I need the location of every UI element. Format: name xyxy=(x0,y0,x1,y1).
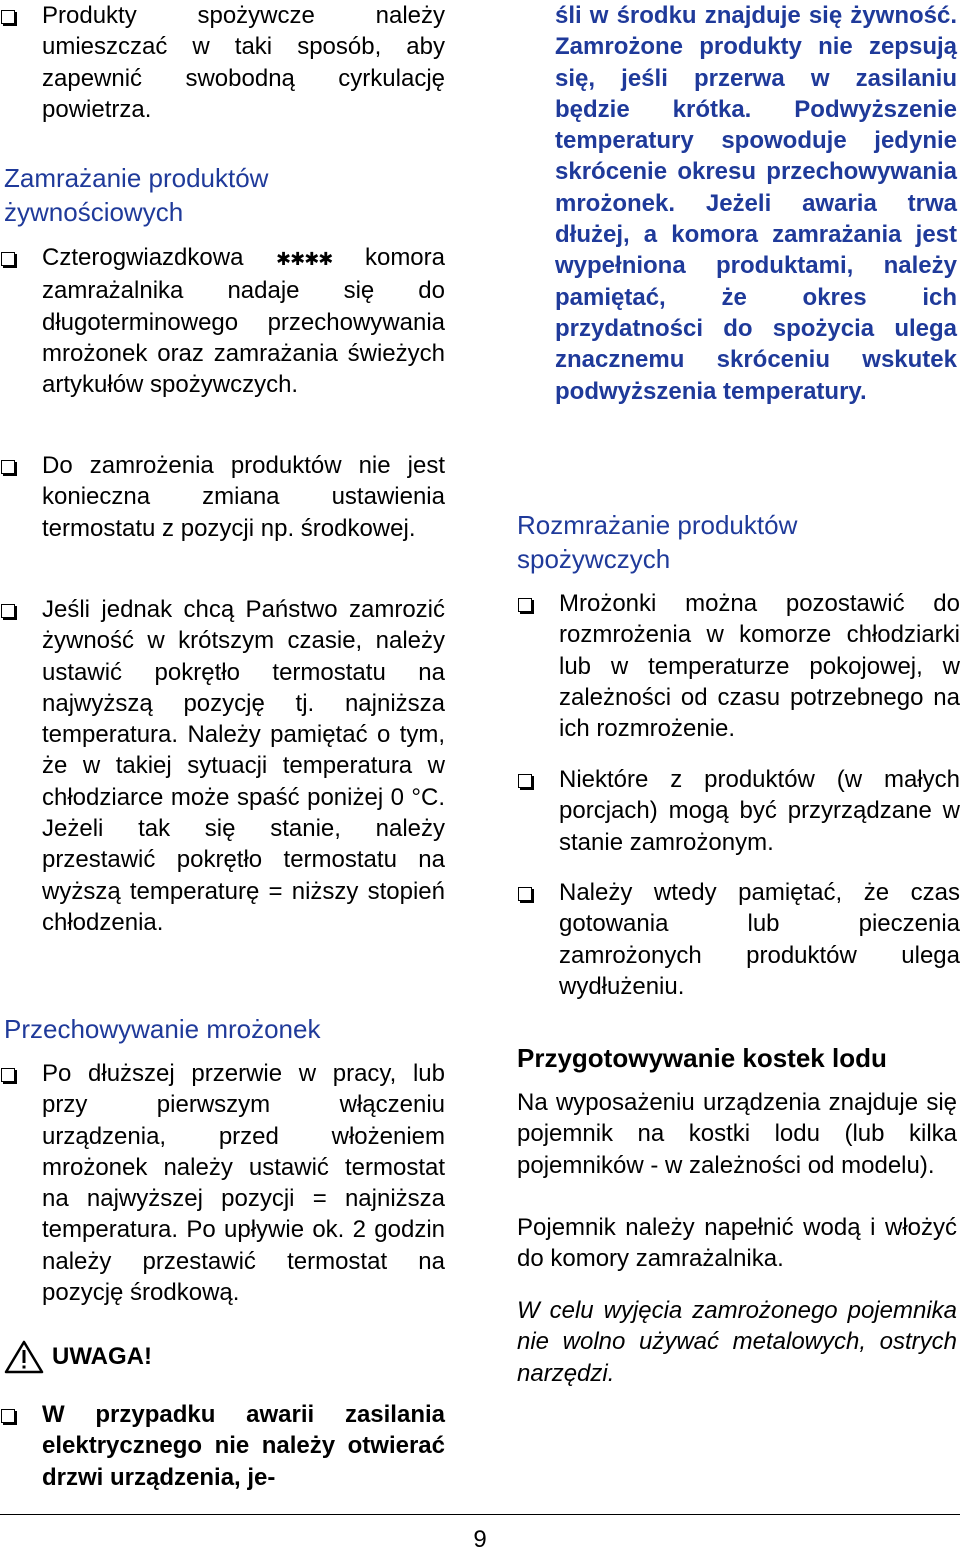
checkbox-bullet-icon xyxy=(518,774,532,788)
warning-text: UWAGA! xyxy=(52,1343,152,1370)
bullet-item xyxy=(0,242,445,400)
page-number: 9 xyxy=(473,1526,487,1553)
bullet-item xyxy=(517,764,960,858)
checkbox-bullet-icon xyxy=(1,252,15,266)
continuation-paragraph: śli w środku znajduje się żywność. Zamrożone produkty nie zepsują się, jeśli przerwa w zasilaniu będzie krótka. Podwyższenie temperatury spowoduje jedynie skrócenie okresu przechowywania mrożonek. Jeżeli awaria trwa dłużej, a komora zamrażania jest wypełniona produktami, należy pamiętać, że okres ich przydatności do spożycia ulega znacznemu skróceniu wskutek podwyższenia temperatury. xyxy=(555,2,957,405)
bullet-item xyxy=(0,1058,445,1308)
bullet-text: Do zamrożenia produktów nie jest konieczna zmiana ustawienia termostatu z pozycji np. środkowej. xyxy=(42,452,445,542)
checkbox-bullet-icon xyxy=(518,887,532,901)
checkbox-bullet-icon xyxy=(1,1068,15,1082)
section-heading: Rozmrażanie produktów spożywczych xyxy=(517,510,798,574)
warning-label xyxy=(4,1340,152,1374)
bullet-text-start: Czterogwiazdkowa xyxy=(42,244,244,271)
checkbox-bullet-icon xyxy=(1,460,15,474)
bullet-text xyxy=(42,242,445,400)
checkbox-bullet-icon xyxy=(1,10,15,24)
warning-triangle-icon xyxy=(4,1340,44,1374)
bullet-item xyxy=(517,588,960,744)
bullet-text: W przypadku awarii zasilania elektrycznego nie należy otwierać drzwi urządzenia, je- xyxy=(42,1401,445,1491)
bullet-item xyxy=(0,450,445,544)
bullet-text-end: komora zamrażalnika nadaje się do długoterminowego przechowywania mrożonek oraz zamrażania świeżych artykułów spożywczych. xyxy=(42,244,445,399)
checkbox-bullet-icon xyxy=(1,1409,15,1423)
section-heading: Zamrażanie produktów żywnościowych xyxy=(4,163,269,227)
italic-note: W celu wyjęcia zamrożonego pojemnika nie wolno używać metalowych, ostrych narzędzi. xyxy=(517,1297,957,1387)
bullet-item xyxy=(517,877,960,1002)
bullet-text: Należy wtedy pamiętać, że czas gotowania lub pieczenia zamrożonych produktów ulega wydłużeniu. xyxy=(559,879,960,1000)
bullet-item xyxy=(0,594,445,938)
bullet-text: Niektóre z produktów (w małych porcjach) mogą być przyrządzane w stanie zamrożonym. xyxy=(559,766,960,856)
section-heading: Przygotowywanie kostek lodu xyxy=(517,1043,887,1073)
bullet-text: Po dłuższej przerwie w pracy, lub przy pierwszym włączeniu urządzenia, przed włożeniem mrożonek należy ustawić termostat na najwyższej pozycji = najniższa temperatura. Po upływie ok. 2 godzin należy przestawić termostat na pozycję środkową. xyxy=(42,1060,445,1307)
bullet-item xyxy=(0,0,445,125)
checkbox-bullet-icon xyxy=(518,598,532,612)
footer-divider xyxy=(0,1514,960,1515)
bullet-text: Mrożonki można pozostawić do rozmrożenia w komorze chłodziarki lub w temperaturze pokojowej, w zależności od czasu potrzebnego na ich rozmrożenie. xyxy=(559,590,960,743)
checkbox-bullet-icon xyxy=(1,604,15,618)
bullet-text: Jeśli jednak chcą Państwo zamrozić żywność w krótszym czasie, należy ustawić pokrętło termostatu na najwyższą pozycję tj. najniższa temperatura. Należy pamiętać o tym, że w takiej sytuacji temperatura w chłodziarce może spaść poniżej 0 °C. Jeżeli tak się stanie, należy przestawić pokrętło termostatu na wyższą temperaturę = niższy stopień chłodzenia. xyxy=(42,596,445,936)
bullet-text: Produkty spożywcze należy umieszczać w taki sposób, aby zapewnić swobodną cyrkulację powietrza. xyxy=(42,2,445,123)
paragraph: Pojemnik należy napełnić wodą i włożyć do komory zamrażalnika. xyxy=(517,1214,957,1273)
paragraph: Na wyposażeniu urządzenia znajduje się pojemnik na kostki lodu (lub kilka pojemników - w zależności od modelu). xyxy=(517,1089,957,1179)
four-star-freezer-icon: ✱✱✱✱ xyxy=(276,249,333,269)
bullet-item xyxy=(0,1399,445,1493)
section-heading: Przechowywanie mrożonek xyxy=(4,1014,321,1044)
